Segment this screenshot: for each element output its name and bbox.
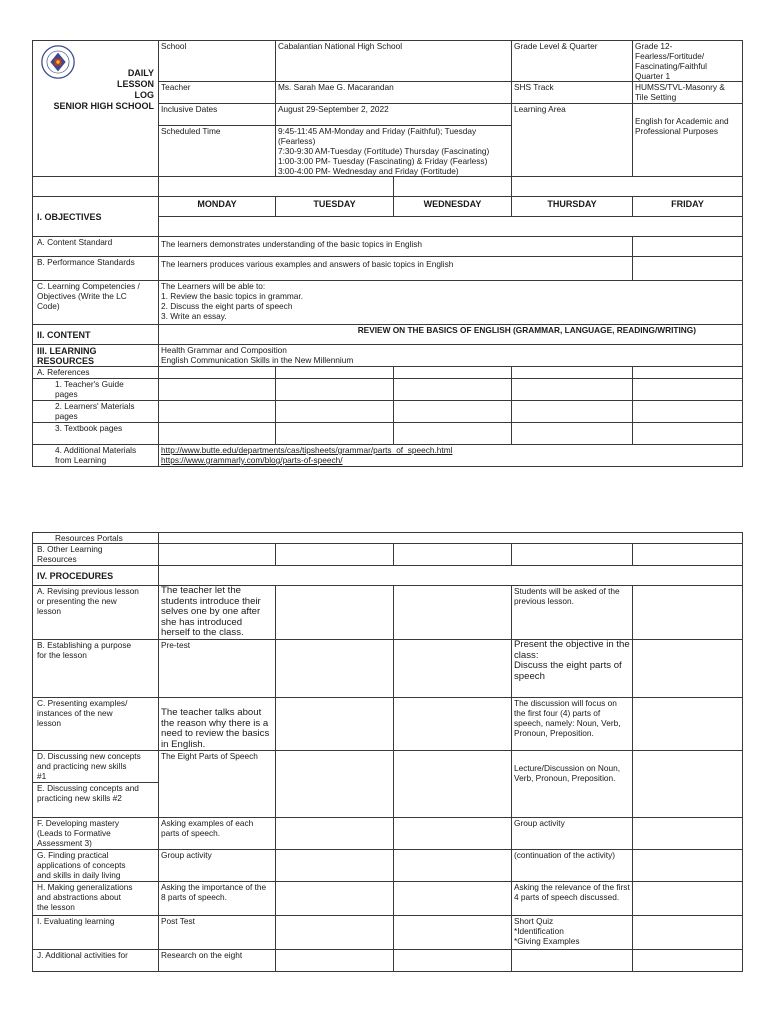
- spacer-cell: [33, 177, 159, 197]
- lesson-log-page-2: [32, 532, 743, 972]
- procedure-c-thursday: The discussion will focus on the first four (4) parts of speech, namely: Noun, Verb, Pronoun, Preposition.: [512, 698, 633, 751]
- empty-cell: [159, 367, 276, 379]
- empty-cell: [394, 882, 512, 916]
- procedure-i-monday: Post Test: [159, 916, 276, 950]
- title-line: SENIOR HIGH SCHOOL: [53, 101, 154, 111]
- spacer-cell: [394, 177, 512, 197]
- empty-cell: [159, 423, 276, 445]
- empty-cell: [394, 751, 512, 818]
- procedure-g-thursday: (continuation of the activity): [512, 850, 633, 882]
- empty-cell: [633, 818, 743, 850]
- procedure-h-label: H. Making generalizations and abstractions about the lesson: [33, 882, 159, 916]
- procedure-g-label: G. Finding practical applications of concepts and skills in daily living: [33, 850, 159, 882]
- empty-cell: [276, 698, 394, 751]
- empty-cell: [633, 916, 743, 950]
- empty-cell: [633, 423, 743, 445]
- empty-cell: [276, 379, 394, 401]
- procedure-e-label: E. Discussing concepts and practicing new skills #2: [33, 783, 159, 818]
- empty-cell: [512, 379, 633, 401]
- sched-label: Scheduled Time: [159, 126, 276, 177]
- procedure-f-thursday: Group activity: [512, 818, 633, 850]
- empty-cell: [633, 586, 743, 640]
- spacer-cell: [159, 177, 394, 197]
- empty-cell: [394, 698, 512, 751]
- learning-resources-value: Health Grammar and Composition English Communication Skills in the New Millennium: [159, 345, 743, 367]
- procedure-b-monday: Pre-test: [159, 640, 276, 698]
- empty-cell: [276, 423, 394, 445]
- content-standard-label: A. Content Standard: [33, 237, 159, 257]
- link-grammarly-parts-of-speech[interactable]: https://www.grammarly.com/blog/parts-of-speech/: [161, 455, 343, 465]
- track-value: HUMSS/TVL-Masonry & Tile Setting: [633, 82, 743, 104]
- empty-cell: [394, 850, 512, 882]
- lesson-log-page-1: [32, 40, 743, 467]
- procedure-i-label: I. Evaluating learning: [33, 916, 159, 950]
- empty-cell: [276, 640, 394, 698]
- empty-cell: [159, 544, 276, 566]
- grade-label: Grade Level & Quarter: [512, 41, 633, 82]
- procedure-h-thursday: Asking the relevance of the first 4 parts of speech discussed.: [512, 882, 633, 916]
- additional-materials-label: 4. Additional Materials from Learning: [33, 445, 159, 467]
- empty-cell: [633, 850, 743, 882]
- learning-resources-heading: III. LEARNING RESOURCES: [33, 345, 159, 367]
- procedure-c-label: C. Presenting examples/ instances of the new lesson: [33, 698, 159, 751]
- procedure-b-label: B. Establishing a purpose for the lesson: [33, 640, 159, 698]
- day-thursday: THURSDAY: [512, 197, 633, 217]
- procedure-f-label: F. Developing mastery (Leads to Formative Assessment 3): [33, 818, 159, 850]
- empty-cell: [633, 237, 743, 257]
- competencies-value: The Learners will be able to: 1. Review the basic topics in grammar. 2. Discuss the eight parts of speech 3. Write an essay.: [159, 281, 743, 325]
- empty-cell: [276, 818, 394, 850]
- procedure-a-label: A. Revising previous lesson or presenting the new lesson: [33, 586, 159, 640]
- procedure-d-monday: The Eight Parts of Speech: [159, 751, 276, 818]
- spacer-cell: [512, 177, 743, 197]
- daily-lesson-log-title: [53, 68, 154, 112]
- procedure-f-monday: Asking examples of each parts of speech.: [159, 818, 276, 850]
- empty-cell: [633, 367, 743, 379]
- day-wednesday: WEDNESDAY: [394, 197, 512, 217]
- empty-cell: [633, 401, 743, 423]
- title-line: LOG: [134, 90, 154, 100]
- competencies-label: C. Learning Competencies / Objectives (Write the LC Code): [33, 281, 159, 325]
- resources-portals-label: Resources Portals: [33, 533, 159, 544]
- procedure-a-monday: The teacher let the students introduce their selves one by one after she has introduced herself to the class.: [159, 586, 276, 640]
- grade-value: Grade 12-Fearless/Fortitude/ Fascinating/Faithful Quarter 1: [633, 41, 743, 82]
- teachers-guide-label: 1. Teacher's Guide pages: [33, 379, 159, 401]
- link-butte-parts-of-speech[interactable]: http://www.butte.edu/departments/cas/tipsheets/grammar/parts_of_speech.html: [161, 445, 453, 455]
- empty-cell: [633, 698, 743, 751]
- empty-cell: [512, 367, 633, 379]
- empty-cell: [394, 544, 512, 566]
- title-line: DAILY: [127, 68, 154, 78]
- empty-cell: [633, 751, 743, 818]
- procedure-d-label: D. Discussing new concepts and practicing new skills #1: [33, 751, 159, 783]
- content-value: REVIEW ON THE BASICS OF ENGLISH (GRAMMAR, LANGUAGE, READING/WRITING): [159, 325, 743, 345]
- procedure-b-thursday: Present the objective in the class: Discuss the eight parts of speech: [512, 640, 633, 698]
- empty-cell: [394, 423, 512, 445]
- empty-cell: [276, 850, 394, 882]
- empty-cell: [159, 566, 743, 586]
- content-heading: II. CONTENT: [33, 325, 159, 345]
- empty-cell: [394, 818, 512, 850]
- empty-cell: [394, 401, 512, 423]
- empty-cell: [394, 916, 512, 950]
- empty-cell: [633, 882, 743, 916]
- empty-cell: [633, 950, 743, 972]
- procedures-heading: IV. PROCEDURES: [33, 566, 159, 586]
- procedure-h-monday: Asking the importance of the 8 parts of speech.: [159, 882, 276, 916]
- empty-cell: [512, 950, 633, 972]
- empty-cell: [276, 401, 394, 423]
- dates-value: August 29-September 2, 2022: [276, 104, 512, 126]
- objectives-blank: [159, 217, 743, 237]
- learners-materials-label: 2. Learners' Materials pages: [33, 401, 159, 423]
- dates-label: Inclusive Dates: [159, 104, 276, 126]
- additional-materials-links: [159, 445, 743, 467]
- references-label: A. References: [33, 367, 159, 379]
- empty-cell: [633, 544, 743, 566]
- textbook-pages-label: 3. Textbook pages: [33, 423, 159, 445]
- empty-cell: [512, 423, 633, 445]
- procedure-a-thursday: Students will be asked of the previous lesson.: [512, 586, 633, 640]
- other-resources-label: B. Other Learning Resources: [33, 544, 159, 566]
- empty-cell: [633, 379, 743, 401]
- school-label: School: [159, 41, 276, 82]
- school-value: Cabalantian National High School: [276, 41, 512, 82]
- area-value: English for Academic and Professional Purposes: [633, 104, 743, 177]
- empty-cell: [276, 950, 394, 972]
- procedure-i-thursday: Short Quiz *Identification *Giving Examples: [512, 916, 633, 950]
- empty-cell: [276, 586, 394, 640]
- empty-cell: [394, 367, 512, 379]
- day-tuesday: TUESDAY: [276, 197, 394, 217]
- procedure-c-monday: The teacher talks about the reason why there is a need to review the basics in English.: [159, 698, 276, 751]
- teacher-label: Teacher: [159, 82, 276, 104]
- procedure-de-thursday: Lecture/Discussion on Noun, Verb, Pronoun, Preposition.: [512, 751, 633, 818]
- empty-cell: [512, 401, 633, 423]
- empty-cell: [276, 544, 394, 566]
- procedure-g-monday: Group activity: [159, 850, 276, 882]
- empty-cell: [276, 367, 394, 379]
- empty-cell: [633, 640, 743, 698]
- empty-cell: [276, 916, 394, 950]
- performance-standards-label: B. Performance Standards: [33, 257, 159, 281]
- empty-cell: [276, 882, 394, 916]
- empty-cell: [394, 379, 512, 401]
- procedure-j-monday: Research on the eight: [159, 950, 276, 972]
- empty-cell: [633, 257, 743, 281]
- content-standard-value: The learners demonstrates understanding of the basic topics in English: [159, 237, 633, 257]
- area-label: Learning Area: [512, 104, 633, 177]
- sched-value: 9:45-11:45 AM-Monday and Friday (Faithful); Tuesday (Fearless) 7:30-9:30 AM-Tuesday (Fortitude) Thursday (Fascinating) 1:00-3:00 PM- Tuesday (Fascinating) & Friday (Fearless) 3:00-4:00 PM- Wednesday and Friday (Fortitude): [276, 126, 512, 177]
- day-friday: FRIDAY: [633, 197, 743, 217]
- log-title-cell: [33, 41, 159, 177]
- title-line: LESSON: [116, 79, 154, 89]
- empty-cell: [159, 533, 743, 544]
- objectives-heading: I. OBJECTIVES: [33, 197, 159, 237]
- empty-cell: [276, 751, 394, 818]
- empty-cell: [394, 586, 512, 640]
- procedure-j-label: J. Additional activities for: [33, 950, 159, 972]
- empty-cell: [512, 544, 633, 566]
- empty-cell: [394, 640, 512, 698]
- empty-cell: [159, 379, 276, 401]
- empty-cell: [159, 401, 276, 423]
- track-label: SHS Track: [512, 82, 633, 104]
- performance-standards-value: The learners produces various examples and answers of basic topics in English: [159, 257, 633, 281]
- day-monday: MONDAY: [159, 197, 276, 217]
- empty-cell: [394, 950, 512, 972]
- teacher-value: Ms. Sarah Mae G. Macarandan: [276, 82, 512, 104]
